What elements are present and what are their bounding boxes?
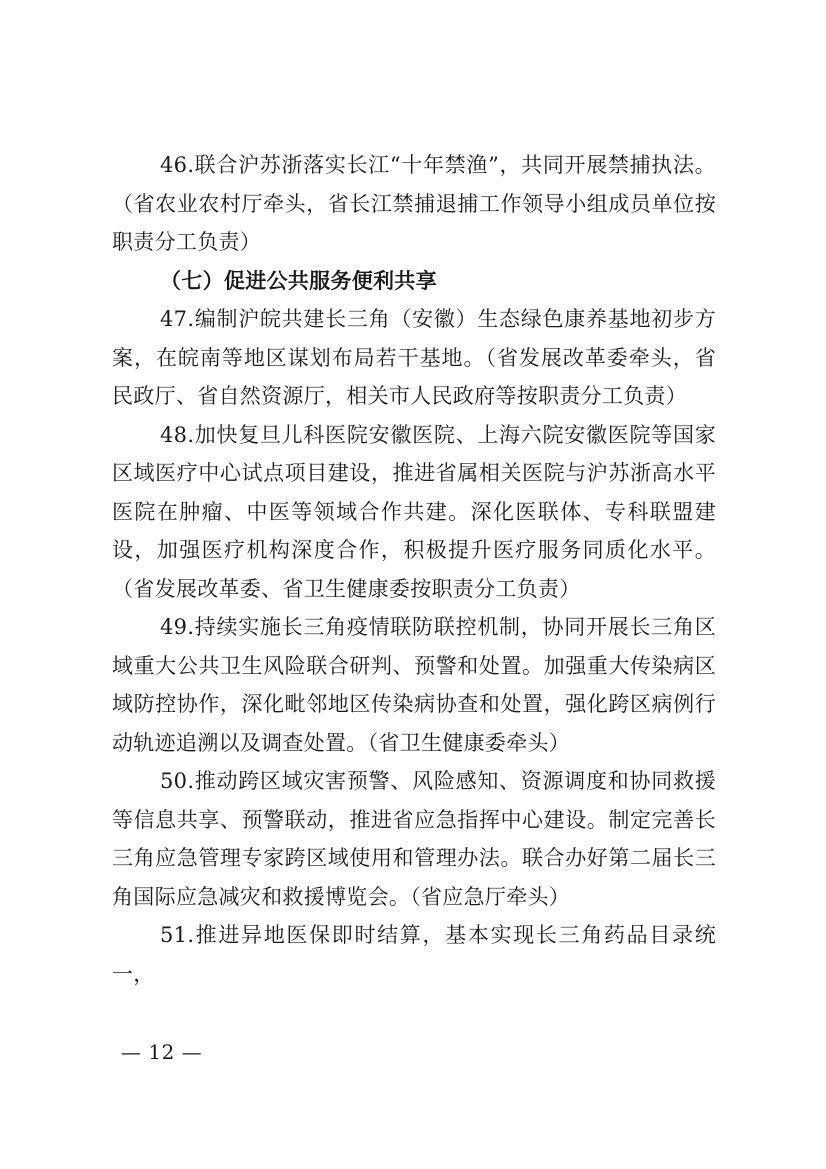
page-body — [112, 146, 716, 993]
paragraph-50: 50.推动跨区域灾害预警、风险感知、资源调度和协同救援等信息共享、预警联动，推进省应急指挥中心建设。制定完善长三角应急管理专家跨区域使用和管理办法。联合办好第二届长三角国际应急减灾和救援博览会。（省应急厅牵头） — [112, 769, 716, 909]
paragraph-51: 51.推进异地医保即时结算，基本实现长三角药品目录统一， — [112, 923, 716, 986]
paragraph-49: 49.持续实施长三角疫情联防联控机制，协同开展长三角区域重大公共卫生风险联合研判、预警和处置。加强重大传染病区域防控协作，深化毗邻地区传染病协查和处置，强化跨区病例行动轨迹追溯以及调查处置。（省卫生健康委牵头） — [112, 615, 716, 755]
paragraph-48: 48.加快复旦儿科医院安徽医院、上海六院安徽医院等国家区域医疗中心试点项目建设，推进省属相关医院与沪苏浙高水平医院在肿瘤、中医等领域合作共建。深化医联体、专科联盟建设，加强医疗机构深度合作，积极提升医疗服务同质化水平。（省发展改革委、省卫生健康委按职责分工负责） — [112, 422, 716, 601]
paragraph-46: 46.联合沪苏浙落实长江“十年禁渔”，共同开展禁捕执法。（省农业农村厅牵头，省长江禁捕退捕工作领导小组成员单位按职责分工负责） — [112, 153, 716, 254]
page-number: — 12 — — [121, 1040, 203, 1064]
paragraph-47: 47.编制沪皖共建长三角（安徽）生态绿色康养基地初步方案，在皖南等地区谋划布局若干基地。（省发展改革委牵头，省民政厅、省自然资源厅，相关市人民政府等按职责分工负责） — [112, 307, 716, 408]
section-heading-7: （七）促进公共服务便利共享 — [160, 268, 437, 293]
